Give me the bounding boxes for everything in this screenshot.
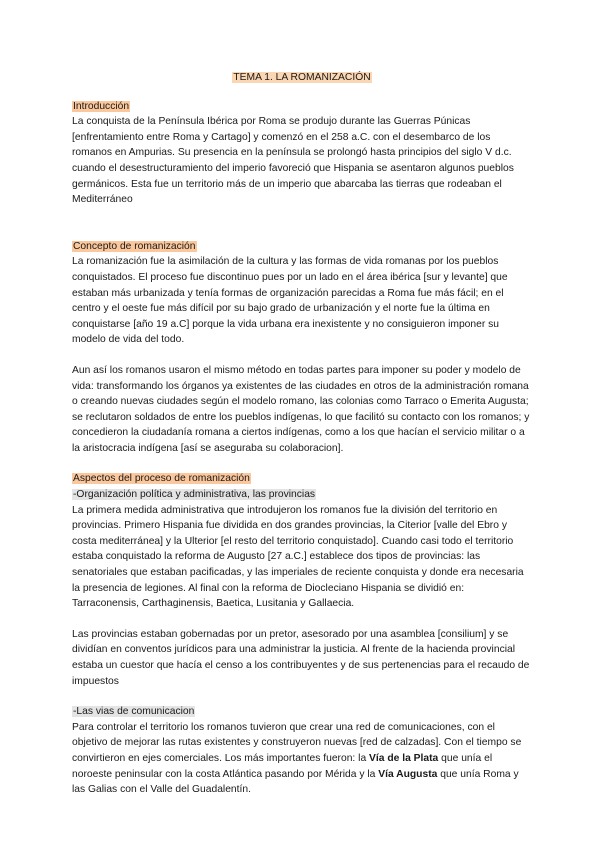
roads-paragraph [72, 720, 532, 798]
roads-text-a: Para controlar el territorio los romanos tuvieron que crear una red de comunicaciones, con el objetivo de mejorar las rutas existentes y construyeron nuevas [red de calzadas]. Con el tiempo se convirtieron en ejes comerciales. Los más importantes fueron: la [72, 721, 522, 764]
section-heading-concept-text: Concepto de romanización [73, 240, 196, 252]
spacer [72, 612, 532, 627]
section-heading-intro [72, 99, 532, 115]
roads-bold-via-augusta: Vía Augusta [378, 768, 438, 780]
spacer [72, 348, 532, 363]
spacer [72, 456, 532, 471]
subheading-roads [72, 704, 532, 720]
roads-bold-via-plata: Vía de la Plata [369, 752, 439, 764]
section-heading-aspects-text: Aspectos del proceso de romanización [73, 473, 250, 485]
subheading-provinces-text: -Organización política y administrativa, las provincias [73, 489, 316, 501]
subheading-provinces [72, 487, 532, 503]
provinces-paragraph-2: Las provincias estaban gobernadas por un pretor, asesorado por una asamblea [consilium] y se dividían en conventos jurídicos para una administrar la justicia. Al frente de la hacienda provincial estaba un cuestor que hacía el censo a los contribuyentes y de sus pertenencias para el recaudo de impuestos [72, 628, 530, 687]
document-title [72, 70, 532, 86]
document-page [72, 70, 532, 798]
intro-paragraph: La conquista de la Península Ibérica por Roma se produjo durante las Guerras Púnicas [enfrentamiento entre Roma y Cartago] y comenzó en el 258 a.C. con el desembarco de los romanos en Ampurias. Su presencia en la península se prolongó hasta principios del siglo V d.c. cuando el desestructuramiento del imperio favoreció que Hispania se asentaron algunos pueblos germánicos. Esta fue un territorio más de un imperio que abarcaba las tierras que rodeaban el Mediterráneo [72, 116, 514, 206]
document-title-text: TEMA 1. LA ROMANIZACIÓN [233, 72, 371, 83]
concept-paragraph-1: La romanización fue la asimilación de la cultura y las formas de vida romanas por los pueblos conquistados. El proceso fue discontinuo pues por un lado en el área ibérica [sur y levante] que estaban más urbanizada y tenía formas de organización parecidas a Roma fue más fácil; en el centro y el oeste fue más difícil por su bajo grado de urbanización y el norte fue la última en conquistarse [año 19 a.C] porque la vida urbana era inexistente y no consiguieron imponer su modelo de vida del todo. [72, 256, 508, 346]
spacer [72, 689, 532, 704]
roads-text-c: que unía Roma y las Galias con el Valle del Guadalentín. [72, 768, 519, 796]
concept-paragraph-2: Aun así los romanos usaron el mismo método en todas partes para imponer su poder y modelo de vida: transformando los órganos ya existentes de las ciudades en otros de la administración romana o creando nuevas ciudades según el modelo romano, las colonias como Tarraco o Emerita Augusta; se reclutaron soldados de entre los pueblos indígenas, lo que facilitó su contacto con los romanos; y concedieron la ciudadanía romana a ciertos indígenas, como a los que hacían el servicio militar o a la aristocracia indígena [así se aseguraba su colaboracion]. [72, 364, 530, 454]
provinces-paragraph-1: La primera medida administrativa que introdujeron los romanos fue la división del territorio en provincias. Primero Hispania fue dividida en dos grandes provincias, la Citerior [valle del Ebro y costa mediterránea] y la Ulterior [el resto del territorio conquistado]. Cuando casi todo el territorio estaba conquistado la reforma de Augusto [27 a.C.] establece dos tipos de provincias: las senatoriales que estaban pacificadas, y las imperiales de reciente conquista y donde era necesaria la presencia de legiones. Al final con la reforma de Diocleciano Hispania se dividió en: Tarraconensis, Carthaginensis, Baetica, Lusitania y Gallaecia. [72, 504, 524, 610]
spacer [72, 208, 532, 239]
section-heading-aspects [72, 471, 532, 487]
subheading-roads-text: -Las vias de comunicacion [73, 706, 195, 718]
section-heading-concept [72, 239, 532, 255]
roads-text-b: que unía el noroeste peninsular con la costa Atlántica pasando por Mérida y la [72, 752, 493, 780]
section-heading-intro-text: Introducción [73, 100, 130, 112]
